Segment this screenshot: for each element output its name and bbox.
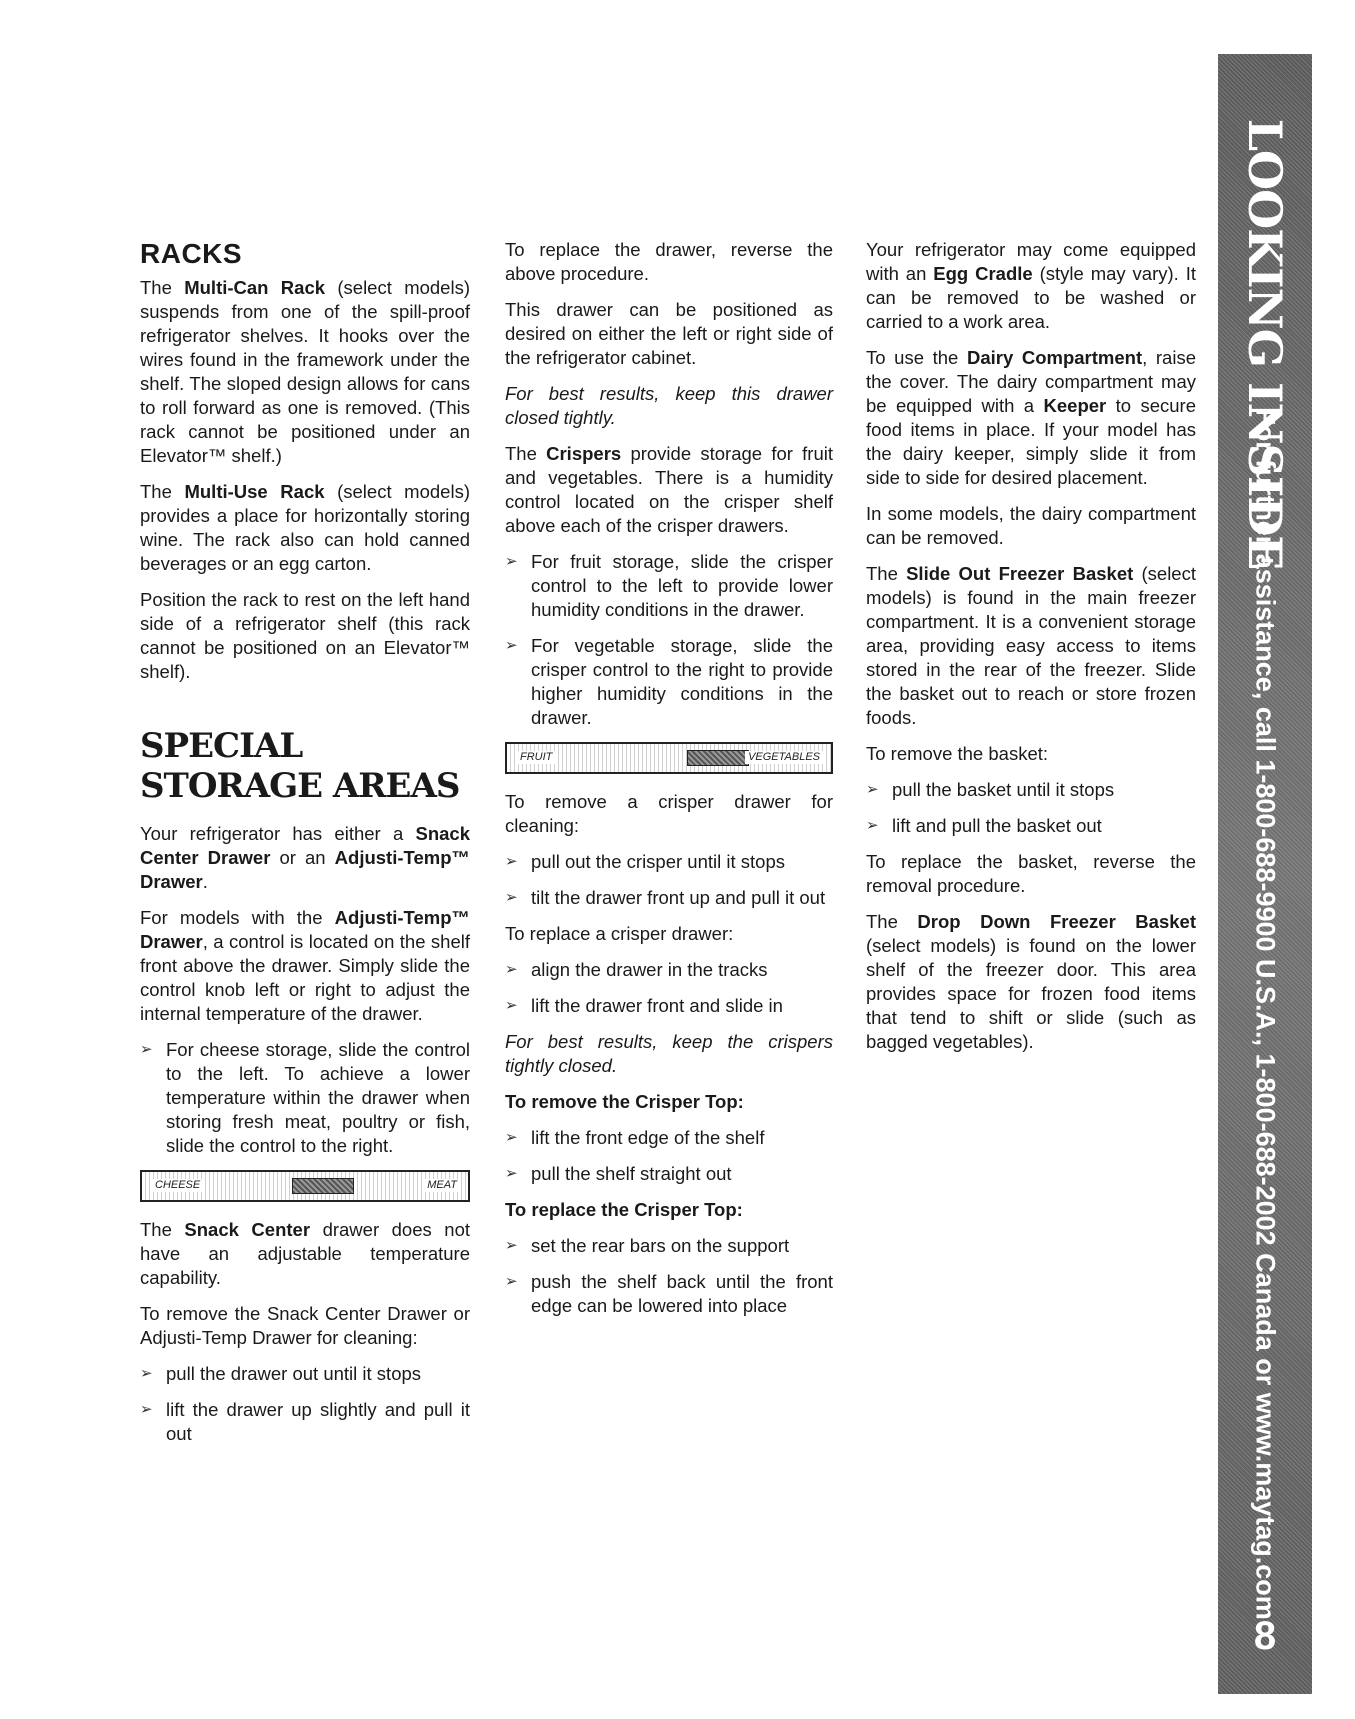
rack-position-paragraph: Position the rack to rest on the left hand side of a refrigerator shelf (this rack cannot be positioned on an Elevator™ shelf). <box>140 589 470 682</box>
remove-crisper-top-heading: To remove the Crisper Top: <box>505 1091 744 1112</box>
list-item: ➢ pull the drawer out until it stops <box>140 1363 422 1384</box>
cheese-storage-bullet: ➢ For cheese storage, slide the control to the left. To achieve a lower temperature within the drawer when storing fresh meat, poultry or fish, slide the control to the right. <box>140 1039 470 1156</box>
humidity-control-illustration <box>505 742 833 774</box>
temperature-control-illustration <box>140 1170 470 1202</box>
list-item: ➢ set the rear bars on the support <box>505 1235 790 1256</box>
meat-label: MEAT <box>424 1179 460 1192</box>
special-storage-areas-heading: SPECIAL STORAGE AREAS <box>140 726 460 806</box>
replace-drawer-paragraph: To replace the drawer, reverse the above procedure. <box>505 239 833 284</box>
column-middle <box>505 238 833 1330</box>
bullet-arrow-icon: ➢ <box>505 637 518 654</box>
fruit-label: FRUIT <box>517 751 555 764</box>
bullet-arrow-icon: ➢ <box>505 997 518 1014</box>
drop-down-basket-paragraph: The Drop Down Freezer Basket (select models) is found on the lower shelf of the freezer door. This area provides space for frozen food items that tend to shift or slide (such as bagged vegetables). <box>866 911 1196 1052</box>
bullet-arrow-icon: ➢ <box>505 1273 518 1290</box>
remove-basket-paragraph: To remove the basket: <box>866 743 1049 764</box>
section-title: LOOKING INSIDE <box>1238 118 1292 570</box>
drawer-type-paragraph: Your refrigerator has either a Snack Center Drawer or an Adjusti-Temp™ Drawer. <box>140 823 470 892</box>
egg-cradle-paragraph: Your refrigerator may come equipped with an Egg Cradle (style may vary). It can be removed to be washed or carried to a work area. <box>866 239 1196 332</box>
list-item: ➢ align the drawer in the tracks <box>505 959 768 980</box>
drawer-position-paragraph: This drawer can be positioned as desired on either the left or right side of the refrigerator cabinet. <box>505 299 833 368</box>
list-item: ➢ tilt the drawer front up and pull it out <box>505 887 826 908</box>
adjusti-temp-paragraph: For models with the Adjusti-Temp™ Drawer, a control is located on the shelf front above the drawer. Simply slide the control knob left or right to adjust the internal temperature of the drawer. <box>140 907 470 1024</box>
column-right <box>866 238 1196 1066</box>
remove-crisper-paragraph: To remove a crisper drawer for cleaning: <box>505 791 833 836</box>
snack-center-paragraph: The Snack Center drawer does not have an adjustable temperature capability. <box>140 1219 470 1288</box>
replace-crisper-top-heading: To replace the Crisper Top: <box>505 1199 743 1220</box>
dairy-compartment-paragraph: To use the Dairy Compartment, raise the cover. The dairy compartment may be equipped with a Keeper to secure food items in place. If your model has the dairy keeper, simply slide it from side to side for desired placement. <box>866 347 1196 488</box>
replace-basket-paragraph: To replace the basket, reverse the removal procedure. <box>866 851 1196 896</box>
bullet-arrow-icon: ➢ <box>505 853 518 870</box>
slider-knob <box>292 1178 354 1194</box>
list-item: ➢ pull out the crisper until it stops <box>505 851 785 872</box>
vegetables-label: VEGETABLES <box>745 751 823 764</box>
replace-crisper-paragraph: To replace a crisper drawer: <box>505 923 734 944</box>
crispers-paragraph: The Crispers provide storage for fruit and vegetables. There is a humidity control located on the crisper shelf above each of the crisper drawers. <box>505 443 833 536</box>
list-item: ➢ lift the front edge of the shelf <box>505 1127 765 1148</box>
best-results-drawer-note: For best results, keep this drawer closed tightly. <box>505 383 833 428</box>
bullet-arrow-icon: ➢ <box>866 817 879 834</box>
slide-out-basket-paragraph: The Slide Out Freezer Basket (select models) is found in the main freezer compartment. It is a convenient storage area, providing easy access to items stored in the rear of the freezer. Slide the basket out to reach or store frozen foods. <box>866 563 1196 728</box>
multi-use-rack-paragraph: The Multi-Use Rack (select models) provides a place for horizontally storing wine. The rack also can hold canned beverages or an egg carton. <box>140 481 470 574</box>
bullet-arrow-icon: ➢ <box>505 1129 518 1146</box>
bullet-arrow-icon: ➢ <box>505 961 518 978</box>
cheese-label: CHEESE <box>152 1179 203 1192</box>
section-sidebar <box>1218 54 1312 1694</box>
multi-can-rack-term: Multi-Can Rack <box>184 277 326 298</box>
list-item: ➢ lift the drawer front and slide in <box>505 995 783 1016</box>
slider-knob <box>687 750 749 766</box>
list-item: ➢ For fruit storage, slide the crisper control to the left to provide lower humidity conditions in the drawer. <box>505 551 833 620</box>
bullet-arrow-icon: ➢ <box>866 781 879 798</box>
list-item: ➢ pull the shelf straight out <box>505 1163 732 1184</box>
column-left <box>140 238 470 1458</box>
list-item: ➢ lift the drawer up slightly and pull it out <box>140 1399 470 1444</box>
bullet-arrow-icon: ➢ <box>140 1041 153 1058</box>
bullet-arrow-icon: ➢ <box>505 1165 518 1182</box>
bullet-arrow-icon: ➢ <box>140 1365 153 1382</box>
multi-use-rack-term: Multi-Use Rack <box>184 481 325 502</box>
racks-heading: RACKS <box>140 238 243 269</box>
contact-info: For further assistance, call 1-800-688-9900 U.S.A., 1-800-688-2002 Canada or www.maytag.com <box>1250 408 1281 1620</box>
bullet-arrow-icon: ➢ <box>505 1237 518 1254</box>
best-results-crispers-note: For best results, keep the crispers tightly closed. <box>505 1031 833 1076</box>
multi-can-rack-paragraph: The Multi-Can Rack (select models) suspends from one of the spill-proof refrigerator shelves. It hooks over the wires found in the framework under the shelf. The sloped design allows for cans to roll forward as one is removed. (This rack cannot be positioned under an Elevator™ shelf.) <box>140 277 470 466</box>
bullet-arrow-icon: ➢ <box>140 1401 153 1418</box>
dairy-removed-paragraph: In some models, the dairy compartment can be removed. <box>866 503 1196 548</box>
list-item: ➢ lift and pull the basket out <box>866 815 1102 836</box>
remove-snack-drawer-paragraph: To remove the Snack Center Drawer or Adjusti-Temp Drawer for cleaning: <box>140 1303 470 1348</box>
list-item: ➢ For vegetable storage, slide the crisper control to the right to provide higher humidity conditions in the drawer. <box>505 635 833 728</box>
bullet-arrow-icon: ➢ <box>505 889 518 906</box>
bullet-arrow-icon: ➢ <box>505 553 518 570</box>
list-item: ➢ push the shelf back until the front edge can be lowered into place <box>505 1271 833 1316</box>
page-number: 8 <box>1253 1614 1277 1658</box>
list-item: ➢ pull the basket until it stops <box>866 779 1115 800</box>
